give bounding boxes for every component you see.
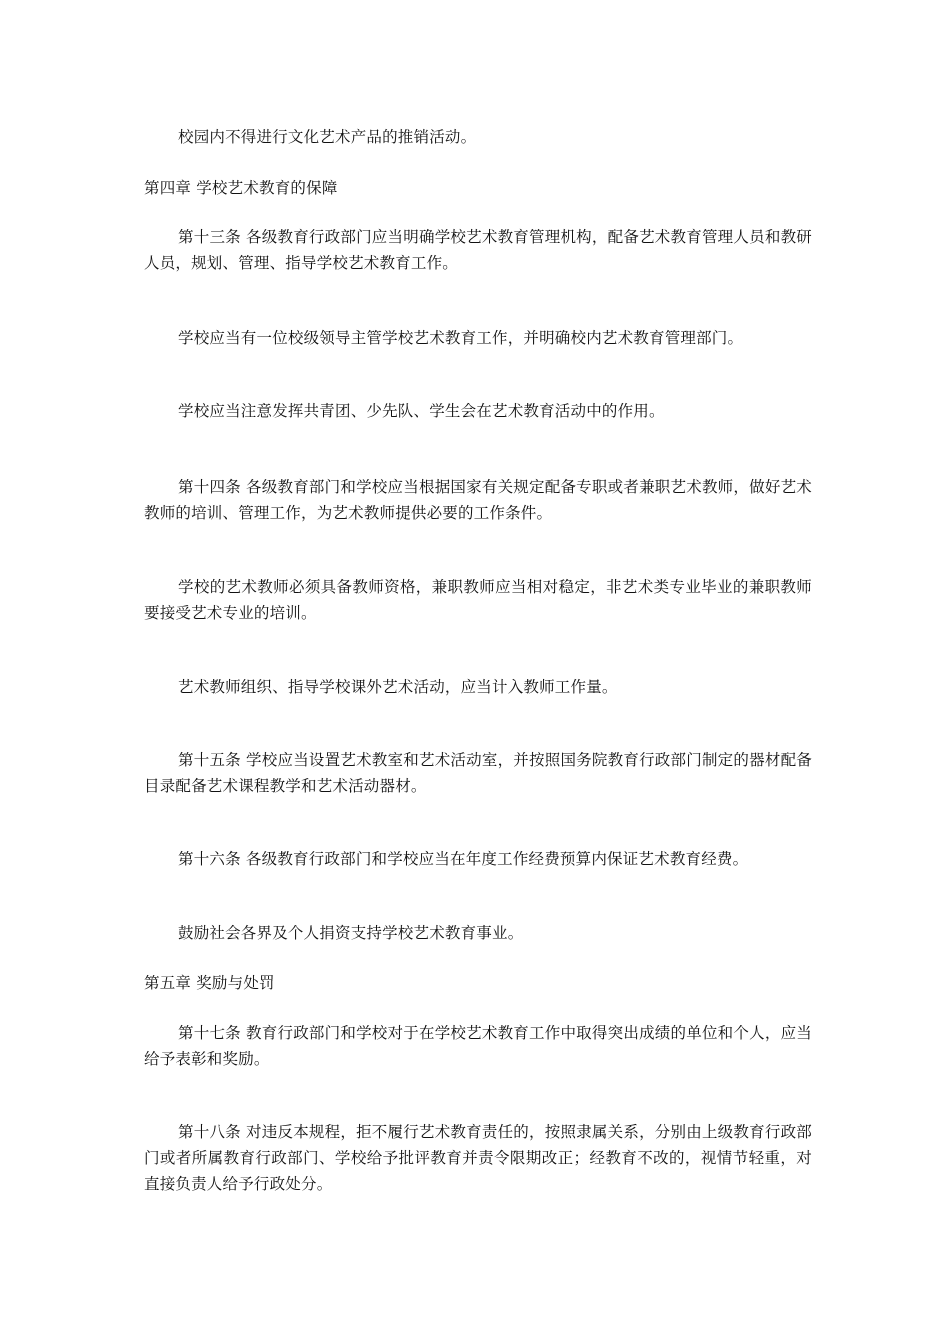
paragraph: 鼓励社会各界及个人捐资支持学校艺术教育事业。 xyxy=(178,924,524,942)
chapter-heading: 第五章 奖励与处罚 xyxy=(144,974,275,992)
paragraph: 第十六条 各级教育行政部门和学校应当在年度工作经费预算内保证艺术教育经费。 xyxy=(178,850,749,868)
paragraph: 第十七条 教育行政部门和学校对于在学校艺术教育工作中取得突出成绩的单位和个人，应当给予表彰和奖励。 xyxy=(144,1024,812,1068)
paragraph: 第十五条 学校应当设置艺术教室和艺术活动室，并按照国务院教育行政部门制定的器材配备目录配备艺术课程教学和艺术活动器材。 xyxy=(144,751,812,795)
paragraph: 第十三条 各级教育行政部门应当明确学校艺术教育管理机构，配备艺术教育管理人员和教研人员，规划、管理、指导学校艺术教育工作。 xyxy=(144,228,812,272)
chapter-heading: 第四章 学校艺术教育的保障 xyxy=(144,179,338,197)
paragraph: 第十八条 对违反本规程，拒不履行艺术教育责任的，按照隶属关系，分别由上级教育行政部门或者所属教育行政部门、学校给予批评教育并责令限期改正；经教育不改的，视情节轻重，对直接负责人给予行政处分。 xyxy=(144,1123,812,1193)
paragraph: 学校应当有一位校级领导主管学校艺术教育工作，并明确校内艺术教育管理部门。 xyxy=(178,329,744,347)
paragraph: 校园内不得进行文化艺术产品的推销活动。 xyxy=(178,128,477,146)
paragraph: 学校的艺术教师必须具备教师资格，兼职教师应当相对稳定，非艺术类专业毕业的兼职教师要接受艺术专业的培训。 xyxy=(144,578,812,622)
paragraph: 艺术教师组织、指导学校课外艺术活动，应当计入教师工作量。 xyxy=(178,678,618,696)
paragraph: 学校应当注意发挥共青团、少先队、学生会在艺术教育活动中的作用。 xyxy=(178,402,665,420)
paragraph: 第十四条 各级教育部门和学校应当根据国家有关规定配备专职或者兼职艺术教师，做好艺术教师的培训、管理工作，为艺术教师提供必要的工作条件。 xyxy=(144,478,812,522)
